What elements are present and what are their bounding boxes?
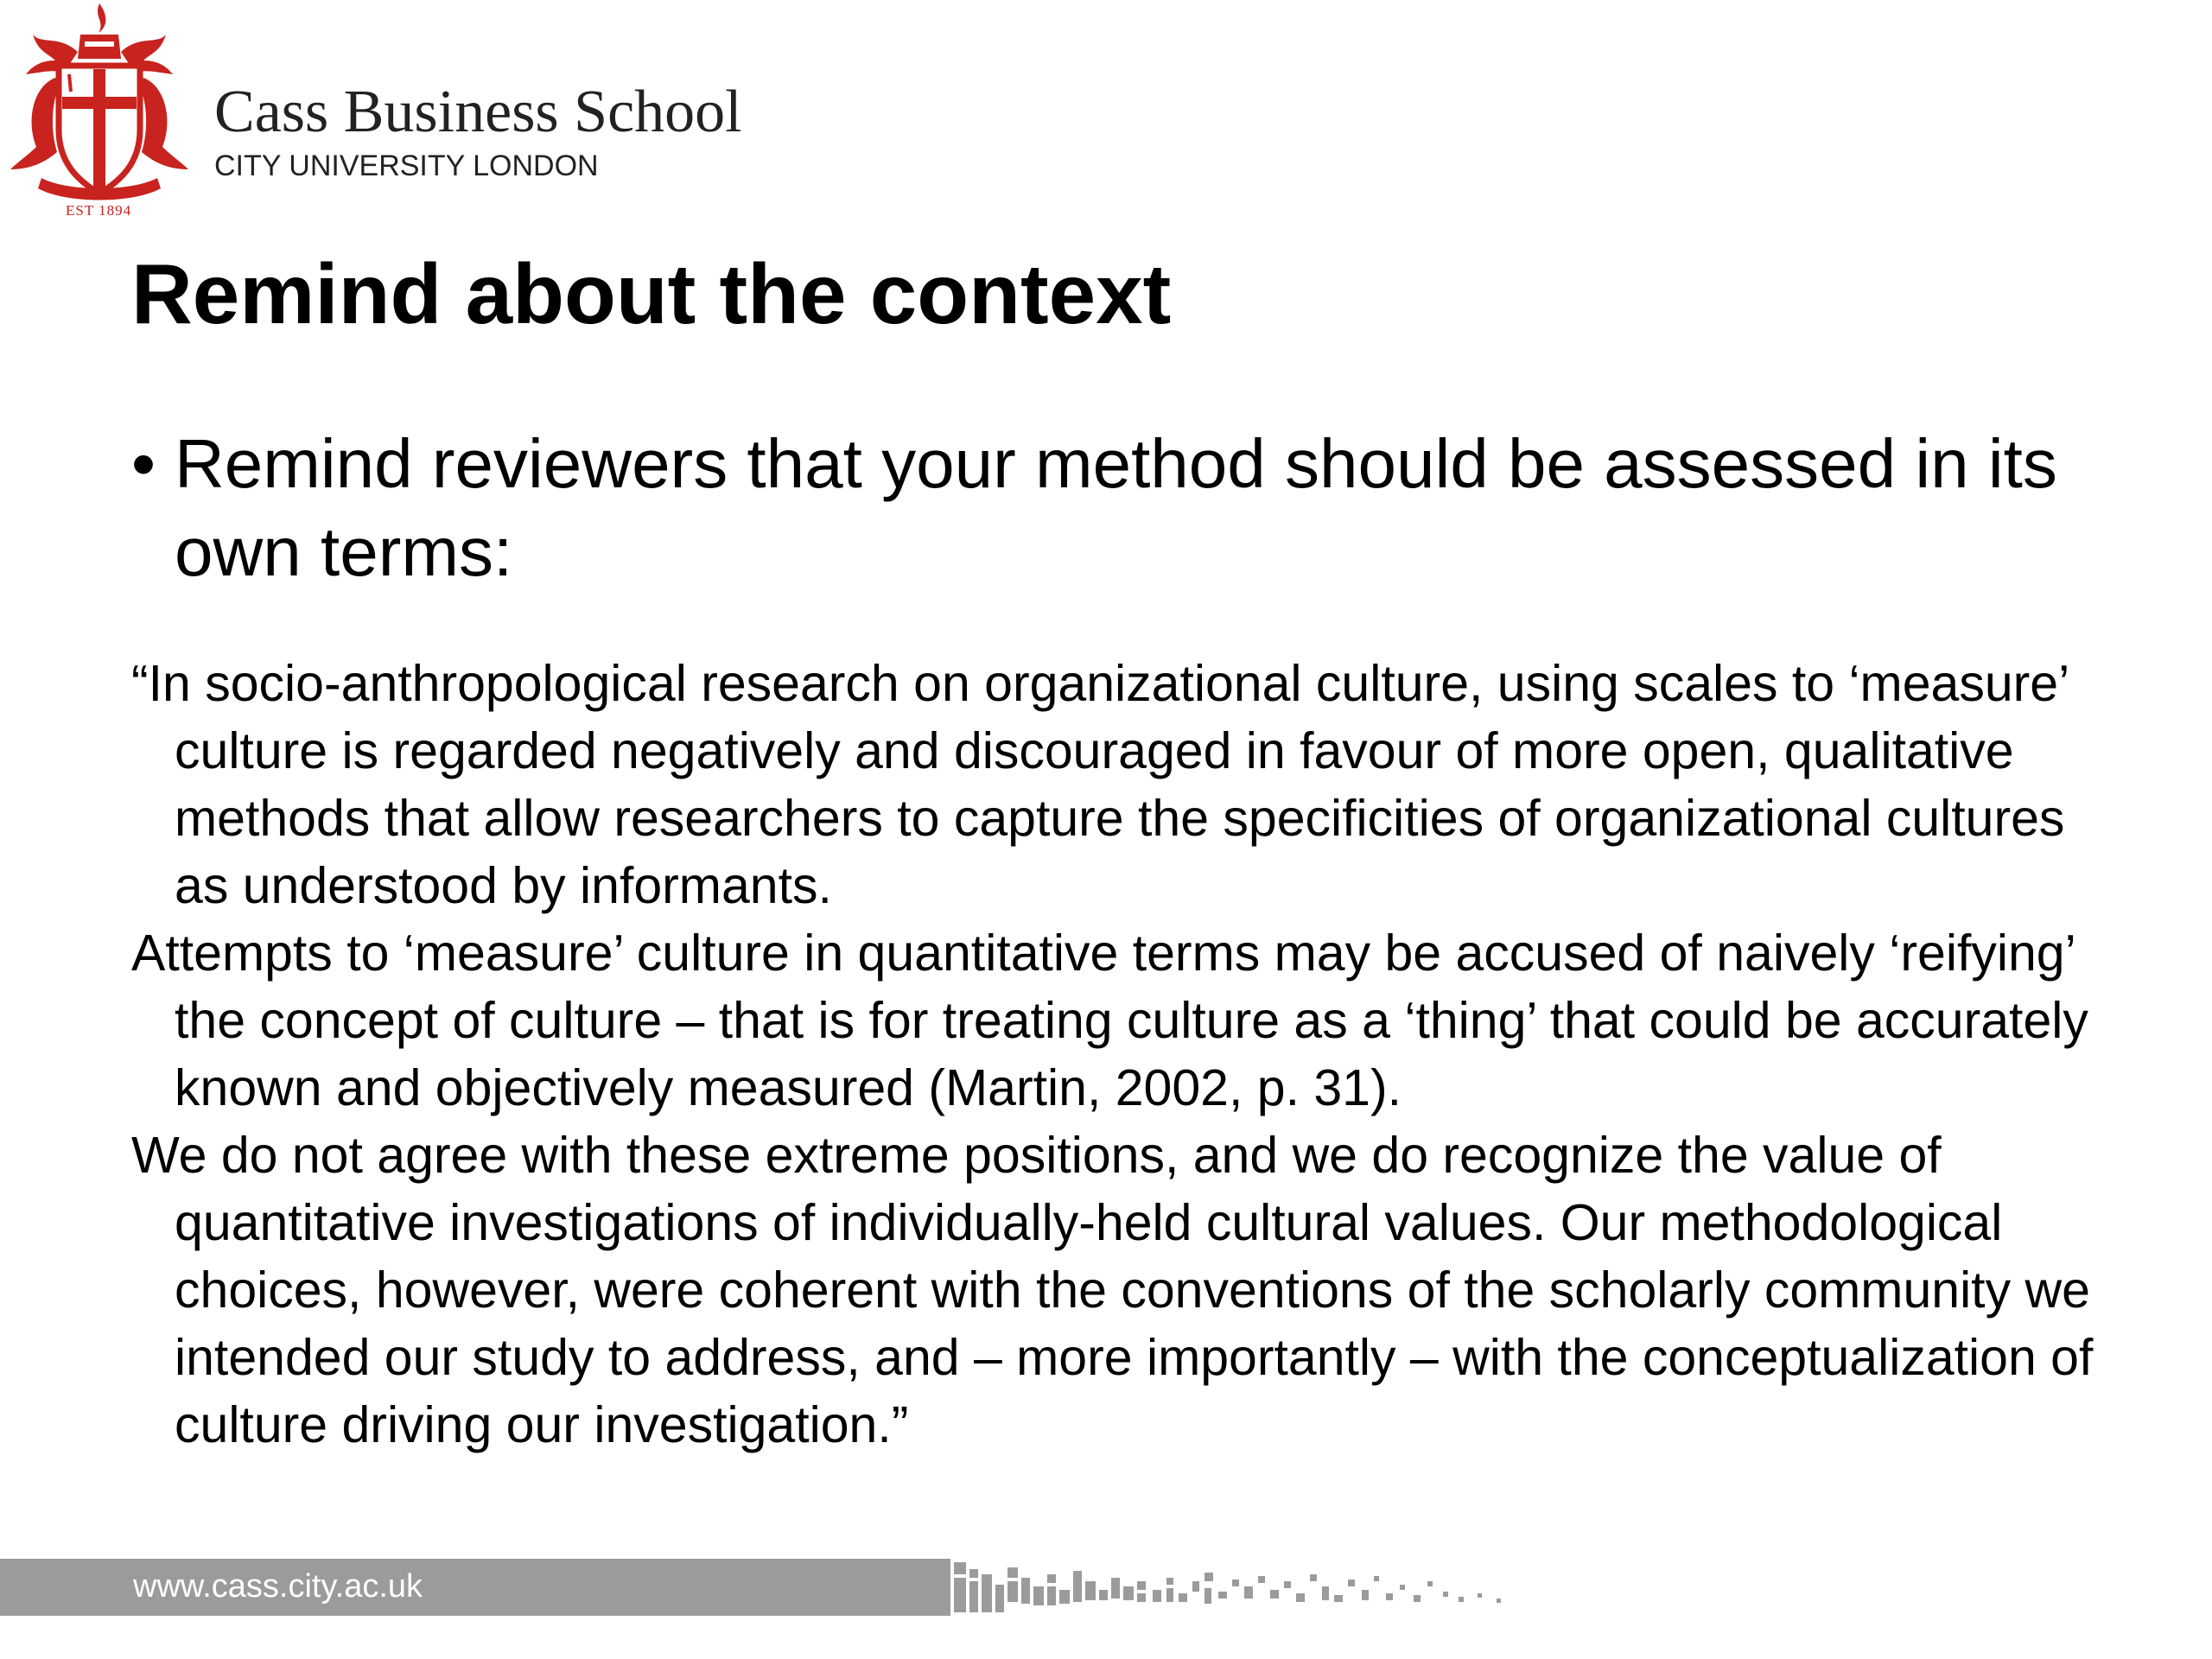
footer-url: www.cass.city.ac.uk — [133, 1568, 423, 1605]
quote-paragraph: We do not agree with these extreme positions, and we do recognize the value of quantitative investigations of individually-held cultural values. Our methodological choices, however, were coherent with the conventions of the scholarly community we intended our study to address, and – more importantly – with the conceptualization of culture driving our investigation.” — [131, 1127, 2094, 1453]
slide-title: Remind about the context — [131, 246, 1172, 341]
quote-paragraph: Attempts to ‘measure’ culture in quantitative terms may be accused of naively ‘reifying’ the concept of culture – that is for treating culture as a ‘thing’ that could be accurately known and objectively measured (Martin, 2002, p. 31). — [131, 925, 2088, 1116]
brand-block — [214, 78, 819, 183]
established-year: EST 1894 — [66, 202, 132, 219]
quote-paragraph: “In socio-anthropological research on organizational culture, using scales to ‘measure’ culture is regarded negatively and discouraged in favour of more open, qualitative methods that allow researchers to capture the specificities of organizational cultures as understood by informants. — [131, 655, 2069, 914]
brand-subtitle: CITY UNIVERSITY LONDON — [214, 149, 599, 182]
cass-crest-logo-icon — [7, 0, 193, 225]
quote-block — [131, 650, 2119, 1459]
brand-name: Cass Business School — [214, 79, 742, 145]
bullet-point — [131, 420, 2136, 596]
bullet-text: Remind reviewers that your method should be assessed in its own terms: — [175, 425, 2057, 590]
bullet-dot-icon: • — [131, 425, 156, 502]
pixel-pattern-decoration-icon — [925, 1555, 1529, 1621]
